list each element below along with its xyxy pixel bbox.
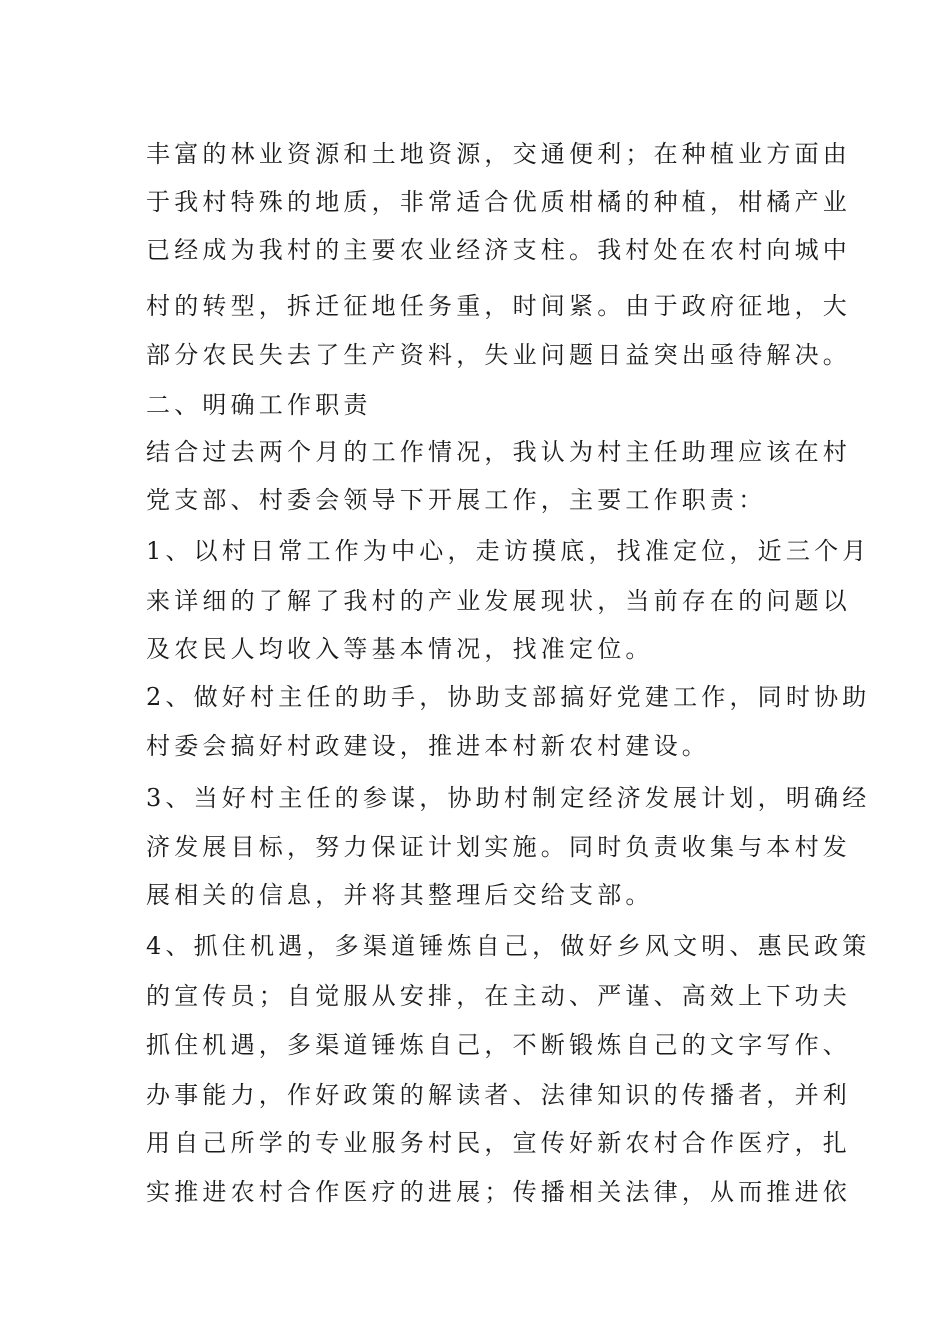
- text-line: 已经成为我村的主要农业经济支柱。我村处在农村向城中: [146, 236, 851, 264]
- list-item-4-line: 的宣传员；自觉服从安排，在主动、严谨、高效上下功夫: [146, 982, 851, 1010]
- list-item-2-line: 2、做好村主任的助手，协助支部搞好党建工作，同时协助: [146, 683, 871, 711]
- list-item-4-line: 4、抓住机遇，多渠道锤炼自己，做好乡风文明、惠民政策: [146, 932, 871, 960]
- text-line: 于我村特殊的地质，非常适合优质柑橘的种植，柑橘产业: [146, 188, 851, 216]
- list-item-3-line: 3、当好村主任的参谋，协助村制定经济发展计划，明确经: [146, 784, 871, 812]
- list-item-2-line: 村委会搞好村政建设，推进本村新农村建设。: [146, 732, 710, 760]
- list-item-4-line: 实推进农村合作医疗的进展；传播相关法律，从而推进依: [146, 1178, 851, 1206]
- list-item-4-line: 用自己所学的专业服务村民，宣传好新农村合作医疗，扎: [146, 1129, 851, 1157]
- text-line: 丰富的林业资源和土地资源，交通便利；在种植业方面由: [146, 140, 851, 168]
- list-item-1-line: 1、以村日常工作为中心，走访摸底，找准定位，近三个月: [146, 537, 871, 565]
- list-item-3-line: 展相关的信息，并将其整理后交给支部。: [146, 881, 654, 909]
- list-item-3-line: 济发展目标，努力保证计划实施。同时负责收集与本村发: [146, 833, 851, 861]
- list-item-1-line: 来详细的了解了我村的产业发展现状，当前存在的问题以: [146, 587, 851, 615]
- section-heading: 二、明确工作职责: [146, 391, 372, 419]
- list-item-4-line: 办事能力，作好政策的解读者、法律知识的传播者，并利: [146, 1081, 851, 1109]
- list-item-4-line: 抓住机遇，多渠道锤炼自己，不断锻炼自己的文字写作、: [146, 1031, 851, 1059]
- list-item-1-line: 及农民人均收入等基本情况，找准定位。: [146, 635, 654, 663]
- text-line: 村的转型，拆迁征地任务重，时间紧。由于政府征地，大: [146, 292, 851, 320]
- text-line: 结合过去两个月的工作情况，我认为村主任助理应该在村: [146, 438, 851, 466]
- text-line: 部分农民失去了生产资料，失业问题日益突出亟待解决。: [146, 341, 851, 369]
- text-line: 党支部、村委会领导下开展工作，主要工作职责：: [146, 486, 767, 514]
